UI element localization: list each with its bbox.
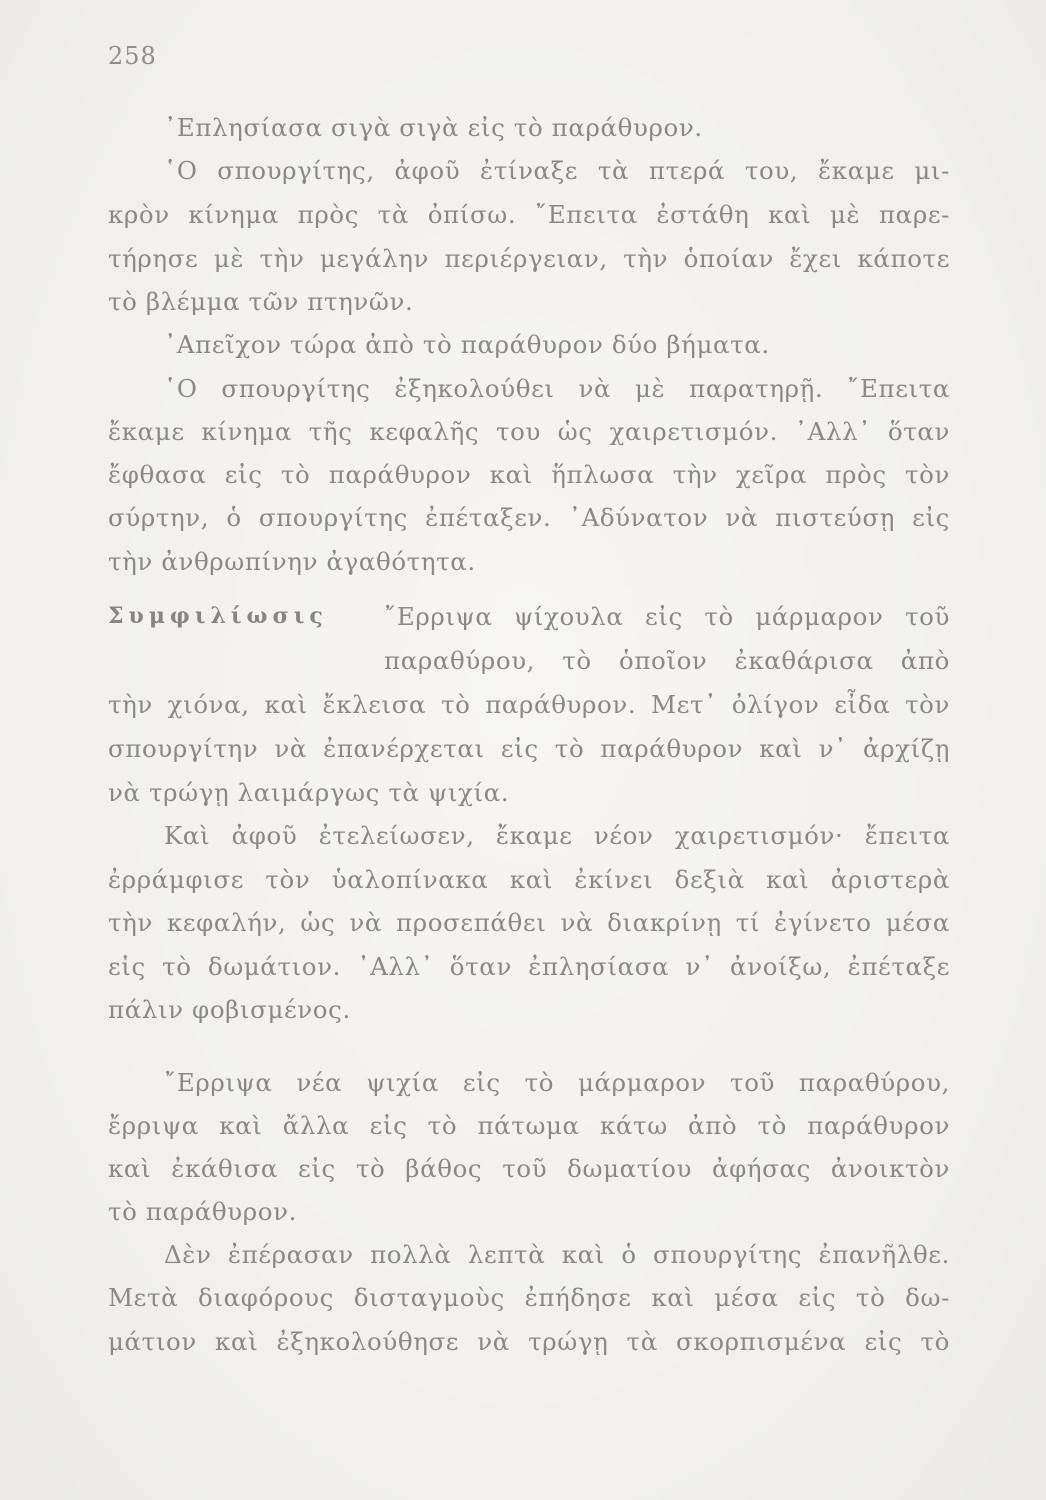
text-line: τὴν ἀνθρωπίνην ἀγαθότητα. — [108, 547, 476, 576]
text-line: ἔφθασα εἰς τὸ παράθυρον καὶ ἥπλωσα τὴν χεῖρα πρὸς τὸν — [108, 460, 950, 489]
text-line: τὸ παράθυρον. — [108, 1197, 297, 1226]
text-line: νὰ τρώγῃ λαιμάργως τὰ ψιχία. — [108, 778, 510, 807]
text-line: ῎Ερριψα ψίχουλα εἰς τὸ μάρμαρον τοῦ — [384, 602, 950, 631]
text-line: ἔρριψα καὶ ἄλλα εἰς τὸ πάτωμα κάτω ἀπὸ τὸ παράθυρον — [108, 1111, 950, 1140]
text-line: καὶ ἐκάθισα εἰς τὸ βάθος τοῦ δωματίου ἀφήσας ἀνοικτὸν — [108, 1154, 950, 1183]
text-line: σπουργίτην νὰ ἐπανέρχεται εἰς τὸ παράθυρον καὶ ν᾿ ἀρχίζῃ — [108, 734, 950, 763]
text-line: ῾Ο σπουργίτης ἐξηκολούθει νὰ μὲ παρατηρῇ. ῎Επειτα — [164, 374, 950, 403]
text-line: ᾿Επλησίασα σιγὰ σιγὰ εἰς τὸ παράθυρον. — [164, 113, 703, 142]
text-line: Καὶ ἀφοῦ ἐτελείωσεν, ἔκαμε νέον χαιρετισμόν· ἔπειτα — [164, 821, 950, 850]
text-line: τὴν χιόνα, καὶ ἔκλεισα τὸ παράθυρον. Μετ᾿ ὀλίγον εἶδα τὸν — [108, 690, 950, 719]
text-line: τὸ βλέμμα τῶν πτηνῶν. — [108, 287, 414, 316]
text-line: ῎Ερριψα νέα ψιχία εἰς τὸ μάρμαρον τοῦ παραθύρου, — [164, 1068, 950, 1097]
text-line: κρὸν κίνημα πρὸς τὰ ὀπίσω. ῎Επειτα ἐστάθη καὶ μὲ παρε- — [108, 200, 950, 229]
text-line: ἔκαμε κίνημα τῆς κεφαλῆς του ὡς χαιρετισμόν. ᾿Αλλ᾿ ὅταν — [108, 417, 950, 446]
section-heading: Συμφιλίωσις — [108, 603, 328, 629]
text-line: πάλιν φοβισμένος. — [108, 995, 351, 1024]
text-line: μάτιον καὶ ἐξηκολούθησε νὰ τρώγῃ τὰ σκορπισμένα εἰς τὸ — [108, 1327, 950, 1356]
text-line: ᾿Απεῖχον τώρα ἀπὸ τὸ παράθυρον δύο βήματα. — [164, 330, 770, 359]
text-line: τήρησε μὲ τὴν μεγάλην περιέργειαν, τὴν ὁποίαν ἔχει κάποτε — [108, 244, 950, 273]
text-line: σύρτην, ὁ σπουργίτης ἐπέταξεν. ᾿Αδύνατον νὰ πιστεύσῃ εἰς — [108, 503, 950, 532]
page-number: 258 — [108, 42, 157, 70]
text-line: παραθύρου, τὸ ὁποῖον ἐκαθάρισα ἀπὸ — [384, 646, 950, 675]
text-line: τὴν κεφαλήν, ὡς νὰ προσεπάθει νὰ διακρίνῃ τί ἐγίνετο μέσα — [108, 908, 950, 937]
text-line: Μετὰ διαφόρους δισταγμοὺς ἐπήδησε καὶ μέσα εἰς τὸ δω- — [108, 1283, 950, 1312]
text-line: εἰς τὸ δωμάτιον. ᾿Αλλ᾿ ὅταν ἐπλησίασα ν᾿ ἀνοίξω, ἐπέταξε — [108, 952, 950, 981]
text-line: ῾Ο σπουργίτης, ἀφοῦ ἐτίναξε τὰ πτερά του, ἔκαμε μι- — [164, 156, 950, 185]
text-line: Δὲν ἐπέρασαν πολλὰ λεπτὰ καὶ ὁ σπουργίτης ἐπανῆλθε. — [164, 1240, 950, 1269]
text-line: ἐρράμφισε τὸν ὑαλοπίνακα καὶ ἐκίνει δεξιὰ καὶ ἀριστερὰ — [108, 865, 950, 894]
